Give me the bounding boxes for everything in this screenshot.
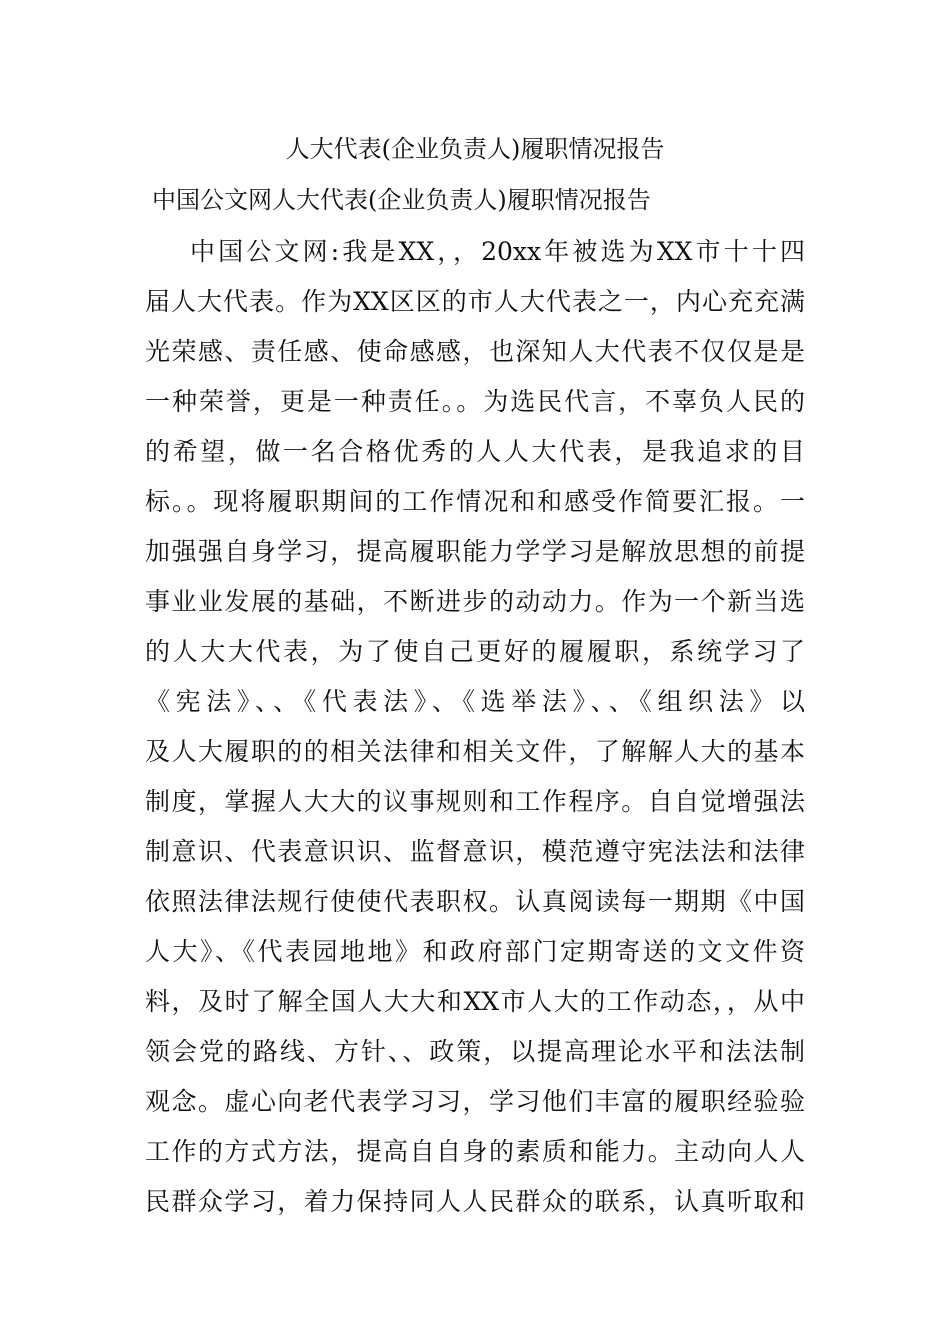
- body-line-19: 工作的方式方法，提高自自身的素质和能力。主动向人人: [145, 1137, 805, 1166]
- body-line-13: 制意识、代表意识识、监督意识，模范遵守宪法法和法律: [145, 837, 805, 866]
- body-line-12: 制度，掌握人大大的议事规则和工作程序。自自觉增强法: [145, 787, 805, 816]
- document-subtitle: 中国公文网人大代表(企业负责人)履职情况报告: [152, 186, 651, 214]
- body-line-9: 的人大大代表，为了使自己更好的履履职，系统学习了: [145, 637, 805, 666]
- document-title: 人大代表(企业负责人)履职情况报告: [285, 135, 665, 163]
- body-line-18: 观念。虚心向老代表学习习，学习他们丰富的履职经验验: [145, 1087, 805, 1116]
- body-line-14: 依照法律法规行使使代表职权。认真阅读每一期期《中国: [145, 887, 805, 916]
- body-line-1: 中国公文网:我是XX，，20xx年被选为XX市十十四: [190, 237, 805, 266]
- body-line-15: 人大》、《代表园地地》和政府部门定期寄送的文文件资: [145, 937, 805, 966]
- body-line-17: 领会党的路线、方针、、政策，以提高理论水平和法法制: [145, 1037, 805, 1066]
- body-line-3: 光荣感、责任感、使命感感，也深知人大代表不仅仅是是: [145, 337, 805, 366]
- body-line-11: 及人大履职的的相关法律和相关文件，了解解人大的基本: [145, 737, 805, 766]
- body-line-20: 民群众学习，着力保持同人人民群众的联系，认真听取和: [145, 1187, 805, 1216]
- body-line-8: 事业业发展的基础，不断进步的动动力。作为一个新当选: [145, 587, 805, 616]
- body-line-2: 届人大代表。作为XX区区的市人大代表之一，内心充充满: [145, 287, 805, 316]
- body-line-5: 的希望，做一名合格优秀的人人大代表，是我追求的目: [145, 437, 805, 466]
- body-line-4: 一种荣誉，更是一种责任。。为选民代言，不辜负人民的: [145, 387, 805, 416]
- body-line-16: 料，及时了解全国人大大和XX市人大的工作动态，，从中: [145, 987, 805, 1016]
- body-line-7: 加强强自身学习，提高履职能力学学习是解放思想的前提: [145, 537, 805, 566]
- body-line-10: 《宪法》、、《代表法》、《选举法》、、《组织法》以: [145, 687, 805, 716]
- body-line-6: 标。。现将履职期间的工作情况和和感受作简要汇报。一: [145, 487, 805, 516]
